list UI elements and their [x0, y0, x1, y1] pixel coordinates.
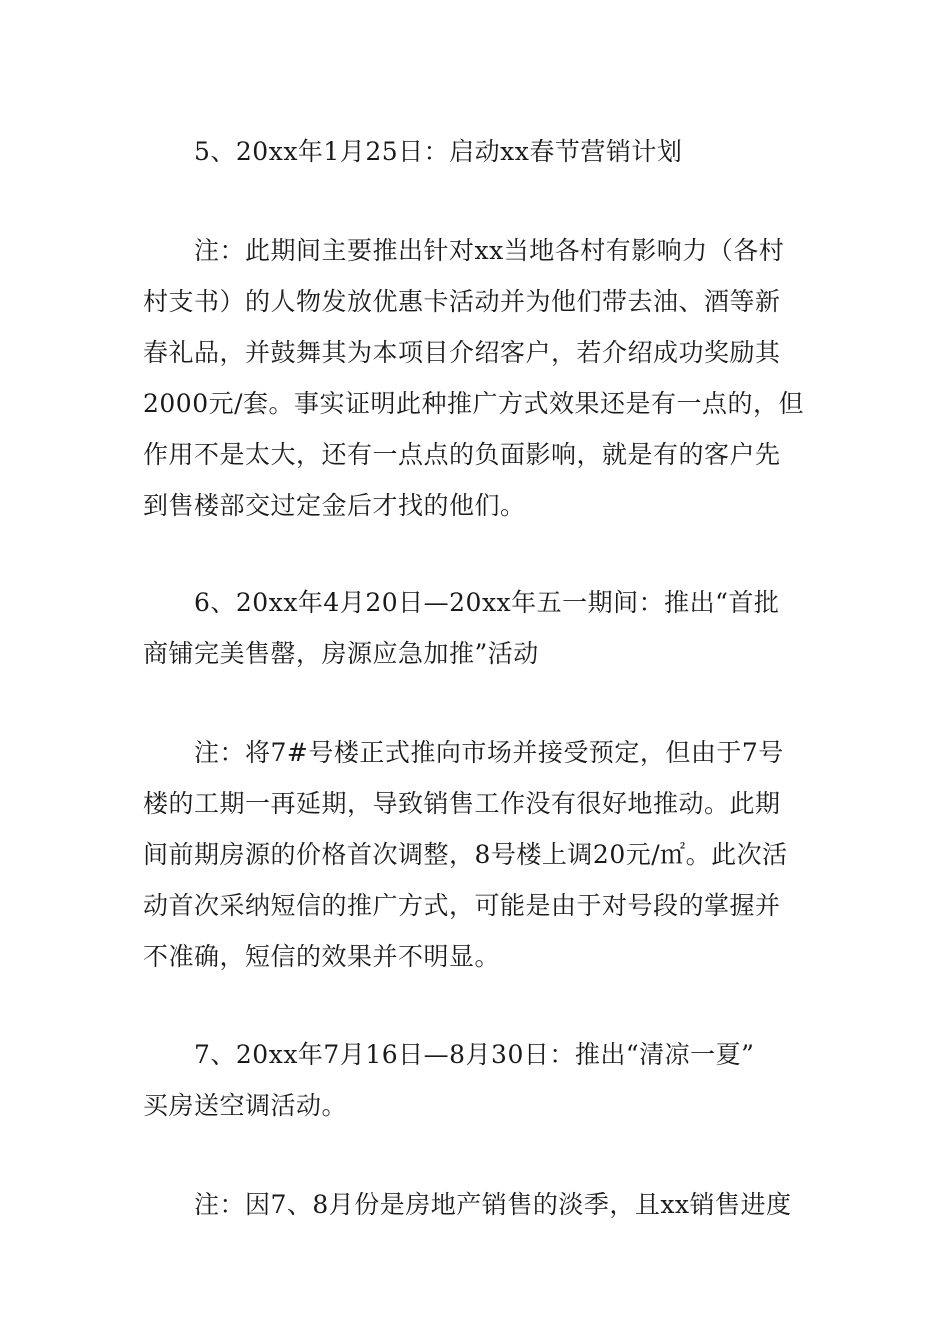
paragraph-6-line-2: 商铺完美售罄，房源应急加推”活动 — [143, 639, 539, 668]
paragraph-7-line-2: 买房送空调活动。 — [143, 1091, 348, 1120]
note-1-line-2: 村支书）的人物发放优惠卡活动并为他们带去油、酒等新 — [143, 287, 781, 316]
note-2-line-3: 间前期房源的价格首次调整，8号楼上调20元/㎡。此次活 — [143, 840, 788, 869]
paragraph-5-heading: 5、20xx年1月25日：启动xx春节营销计划 — [194, 137, 683, 166]
note-1-line-3: 春礼品，并鼓舞其为本项目介绍客户，若介绍成功奖励其 — [143, 338, 781, 367]
note-2-line-4: 动首次采纳短信的推广方式，可能是由于对号段的掌握并 — [143, 891, 781, 920]
note-2-line-2: 楼的工期一再延期，导致销售工作没有很好地推动。此期 — [143, 789, 781, 818]
note-1-line-1: 注：此期间主要推出针对xx当地各村有影响力（各村 — [194, 236, 785, 265]
note-1-line-5: 作用不是太大，还有一点点的负面影响，就是有的客户先 — [143, 440, 781, 469]
note-1-line-4: 2000元/套。事实证明此种推广方式效果还是有一点的，但 — [143, 389, 805, 418]
note-2-line-5: 不准确，短信的效果并不明显。 — [143, 942, 501, 971]
paragraph-6-line-1: 6、20xx年4月20日—20xx年五一期间：推出“首批 — [194, 588, 780, 617]
paragraph-7-line-1: 7、20xx年7月16日—8月30日：推出“清凉一夏” — [194, 1040, 755, 1069]
note-2-line-1: 注：将7#号楼正式推向市场并接受预定，但由于7号 — [194, 738, 784, 767]
note-3-line-1: 注：因7、8月份是房地产销售的淡季，且xx销售进度 — [194, 1190, 792, 1219]
note-1-line-6: 到售楼部交过定金后才找的他们。 — [143, 491, 526, 520]
